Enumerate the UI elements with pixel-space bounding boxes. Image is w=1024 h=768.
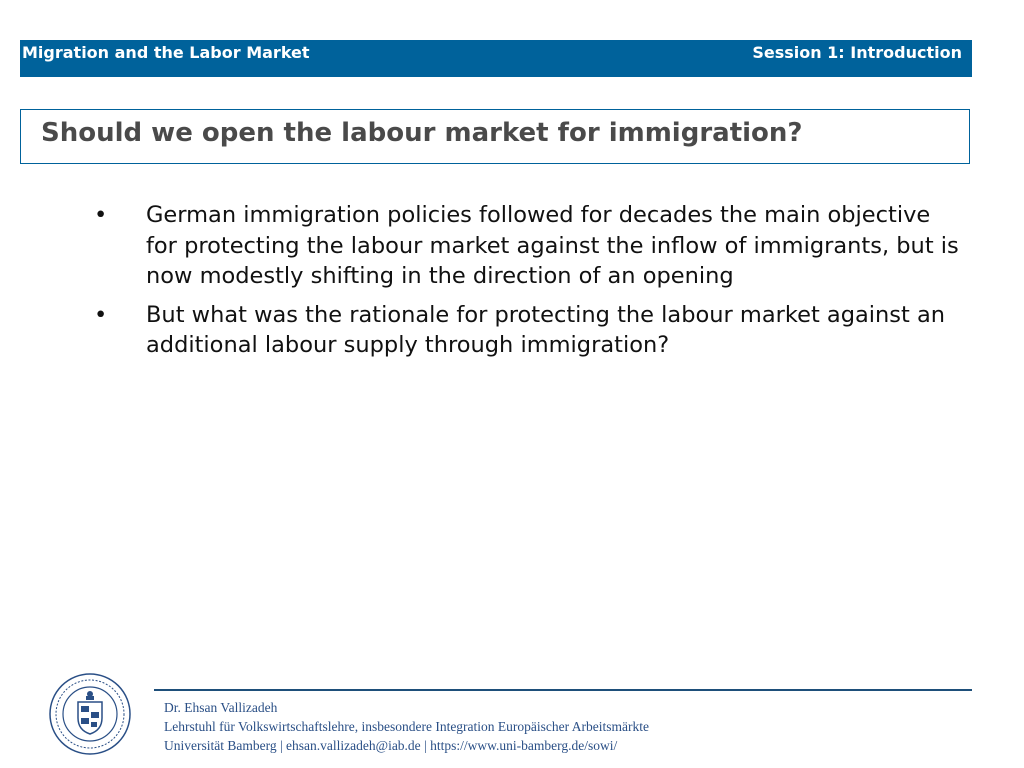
- slide-title-box: [20, 109, 970, 164]
- bullet-icon: •: [94, 202, 108, 228]
- bullet-text: German immigration policies followed for decades the main objective for protecting the labour market against the inflow of immigrants, but is now modestly shifting in the direction of an opening: [146, 202, 959, 289]
- bullet-item: [90, 300, 960, 361]
- bullet-text: But what was the rationale for protecting the labour market against an additional labour supply through immigration?: [146, 301, 946, 358]
- bullet-list: [90, 200, 960, 369]
- course-title: Migration and the Labor Market: [22, 43, 310, 62]
- header-bar: [20, 40, 972, 77]
- session-label: Session 1: Introduction: [752, 43, 962, 62]
- footer-divider: [154, 689, 972, 691]
- university-seal-icon: [48, 672, 132, 756]
- footer-author: Dr. Ehsan Vallizadeh: [164, 700, 278, 715]
- footer: [164, 698, 649, 755]
- footer-contact: Universität Bamberg | ehsan.vallizadeh@iab.de | https://www.uni-bamberg.de/sowi/: [164, 738, 618, 753]
- bullet-icon: •: [94, 301, 108, 328]
- footer-chair: Lehrstuhl für Volkswirtschaftslehre, insbesondere Integration Europäischer Arbeitsmärkte: [164, 719, 649, 734]
- slide-title: Should we open the labour market for immigration?: [41, 118, 803, 148]
- bullet-item: [90, 200, 960, 292]
